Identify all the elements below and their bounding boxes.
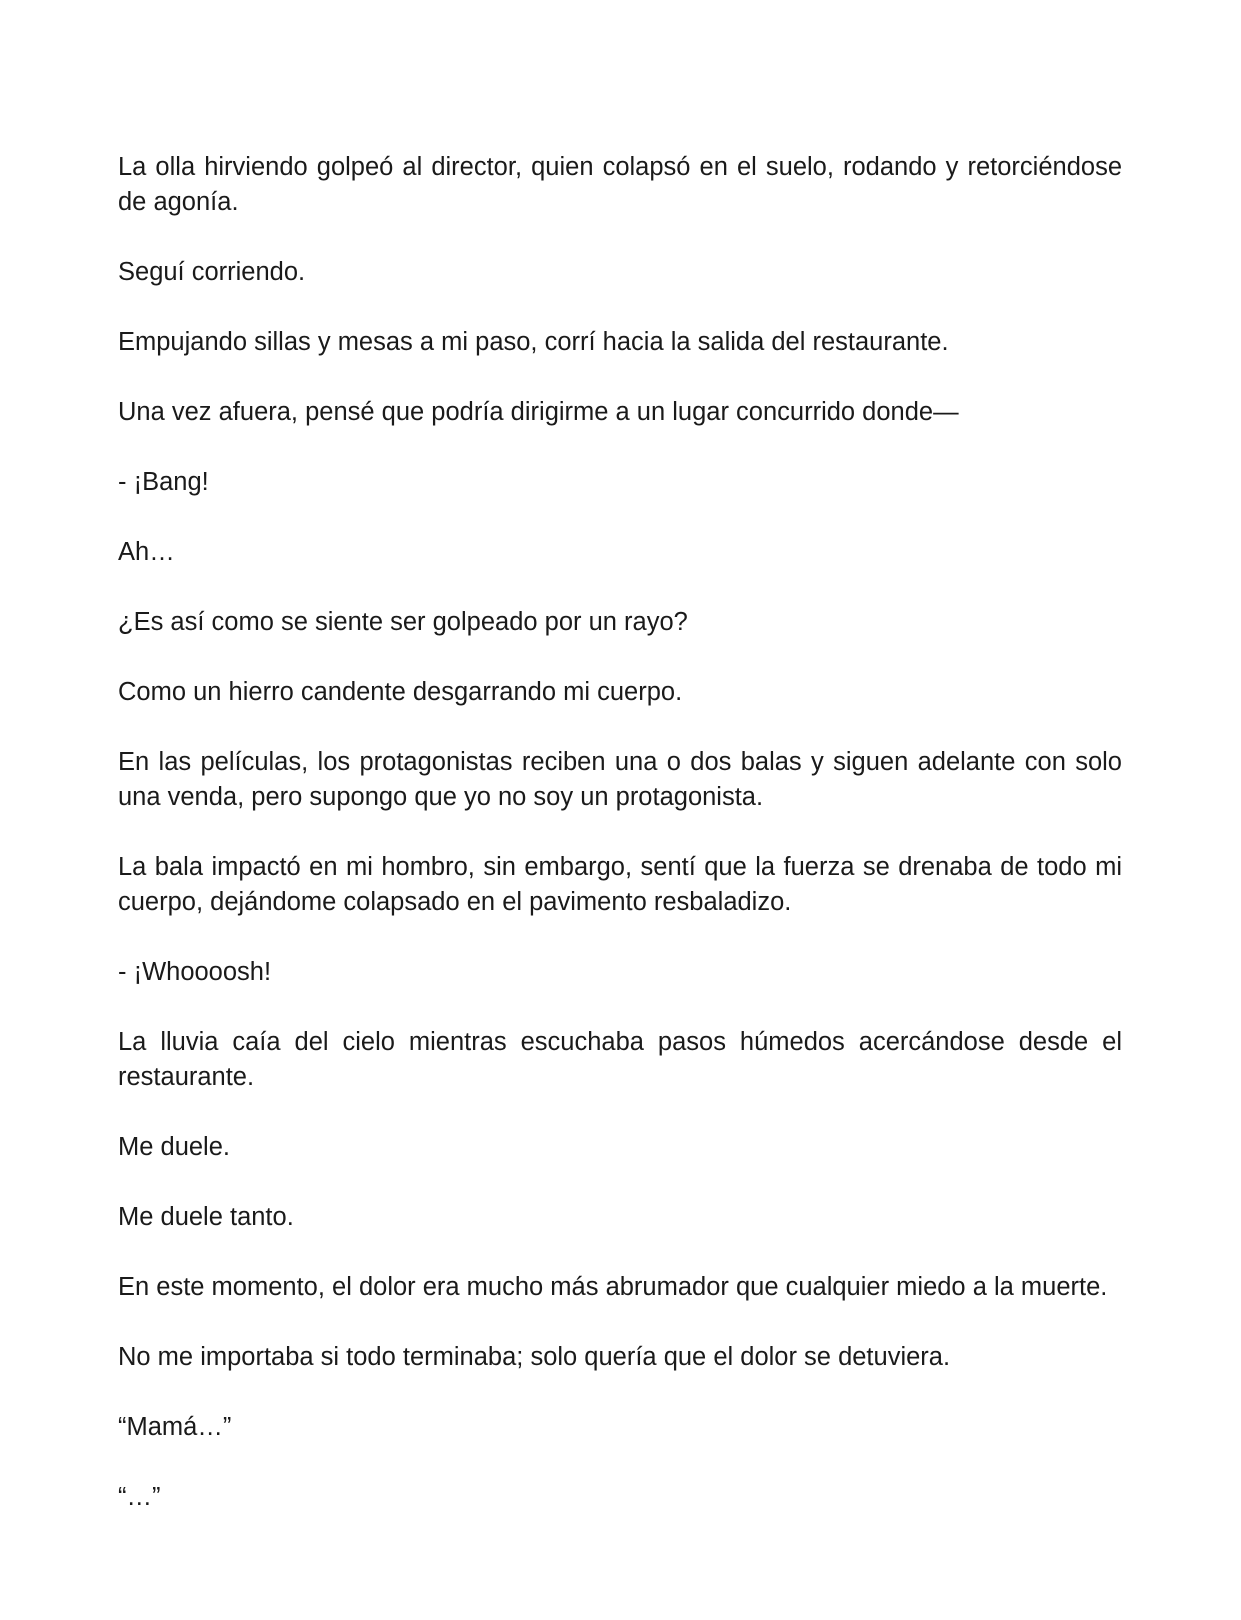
paragraph-13: Me duele. — [118, 1133, 230, 1161]
paragraph-6: Ah… — [118, 538, 175, 566]
paragraph-15: En este momento, el dolor era mucho más abrumador que cualquier miedo a la muerte. — [118, 1273, 1108, 1301]
paragraph-3: Empujando sillas y mesas a mi paso, corrí hacia la salida del restaurante. — [118, 328, 949, 356]
paragraph-1: La olla hirviendo golpeó al director, quien colapsó en el suelo, rodando y retorciéndose de agonía. — [118, 153, 1122, 216]
document-page — [118, 150, 1122, 1550]
paragraph-8: Como un hierro candente desgarrando mi cuerpo. — [118, 678, 683, 706]
paragraph-16: No me importaba si todo terminaba; solo quería que el dolor se detuviera. — [118, 1343, 951, 1371]
paragraph-5: - ¡Bang! — [118, 468, 209, 496]
paragraph-9: En las películas, los protagonistas reciben una o dos balas y siguen adelante con solo una venda, pero supongo que yo no soy un protagonista. — [118, 748, 1122, 811]
paragraph-12: La lluvia caía del cielo mientras escuchaba pasos húmedos acercándose desde el restaurante. — [118, 1028, 1122, 1091]
paragraph-10: La bala impactó en mi hombro, sin embargo, sentí que la fuerza se drenaba de todo mi cuerpo, dejándome colapsado en el pavimento resbaladizo. — [118, 853, 1122, 916]
paragraph-17: “Mamá…” — [118, 1413, 232, 1441]
paragraph-11: - ¡Whoooosh! — [118, 958, 272, 986]
paragraph-14: Me duele tanto. — [118, 1203, 294, 1231]
paragraph-7: ¿Es así como se siente ser golpeado por un rayo? — [118, 608, 688, 636]
paragraph-4: Una vez afuera, pensé que podría dirigirme a un lugar concurrido donde— — [118, 398, 959, 426]
paragraph-2: Seguí corriendo. — [118, 258, 306, 286]
paragraph-18: “…” — [118, 1483, 161, 1511]
